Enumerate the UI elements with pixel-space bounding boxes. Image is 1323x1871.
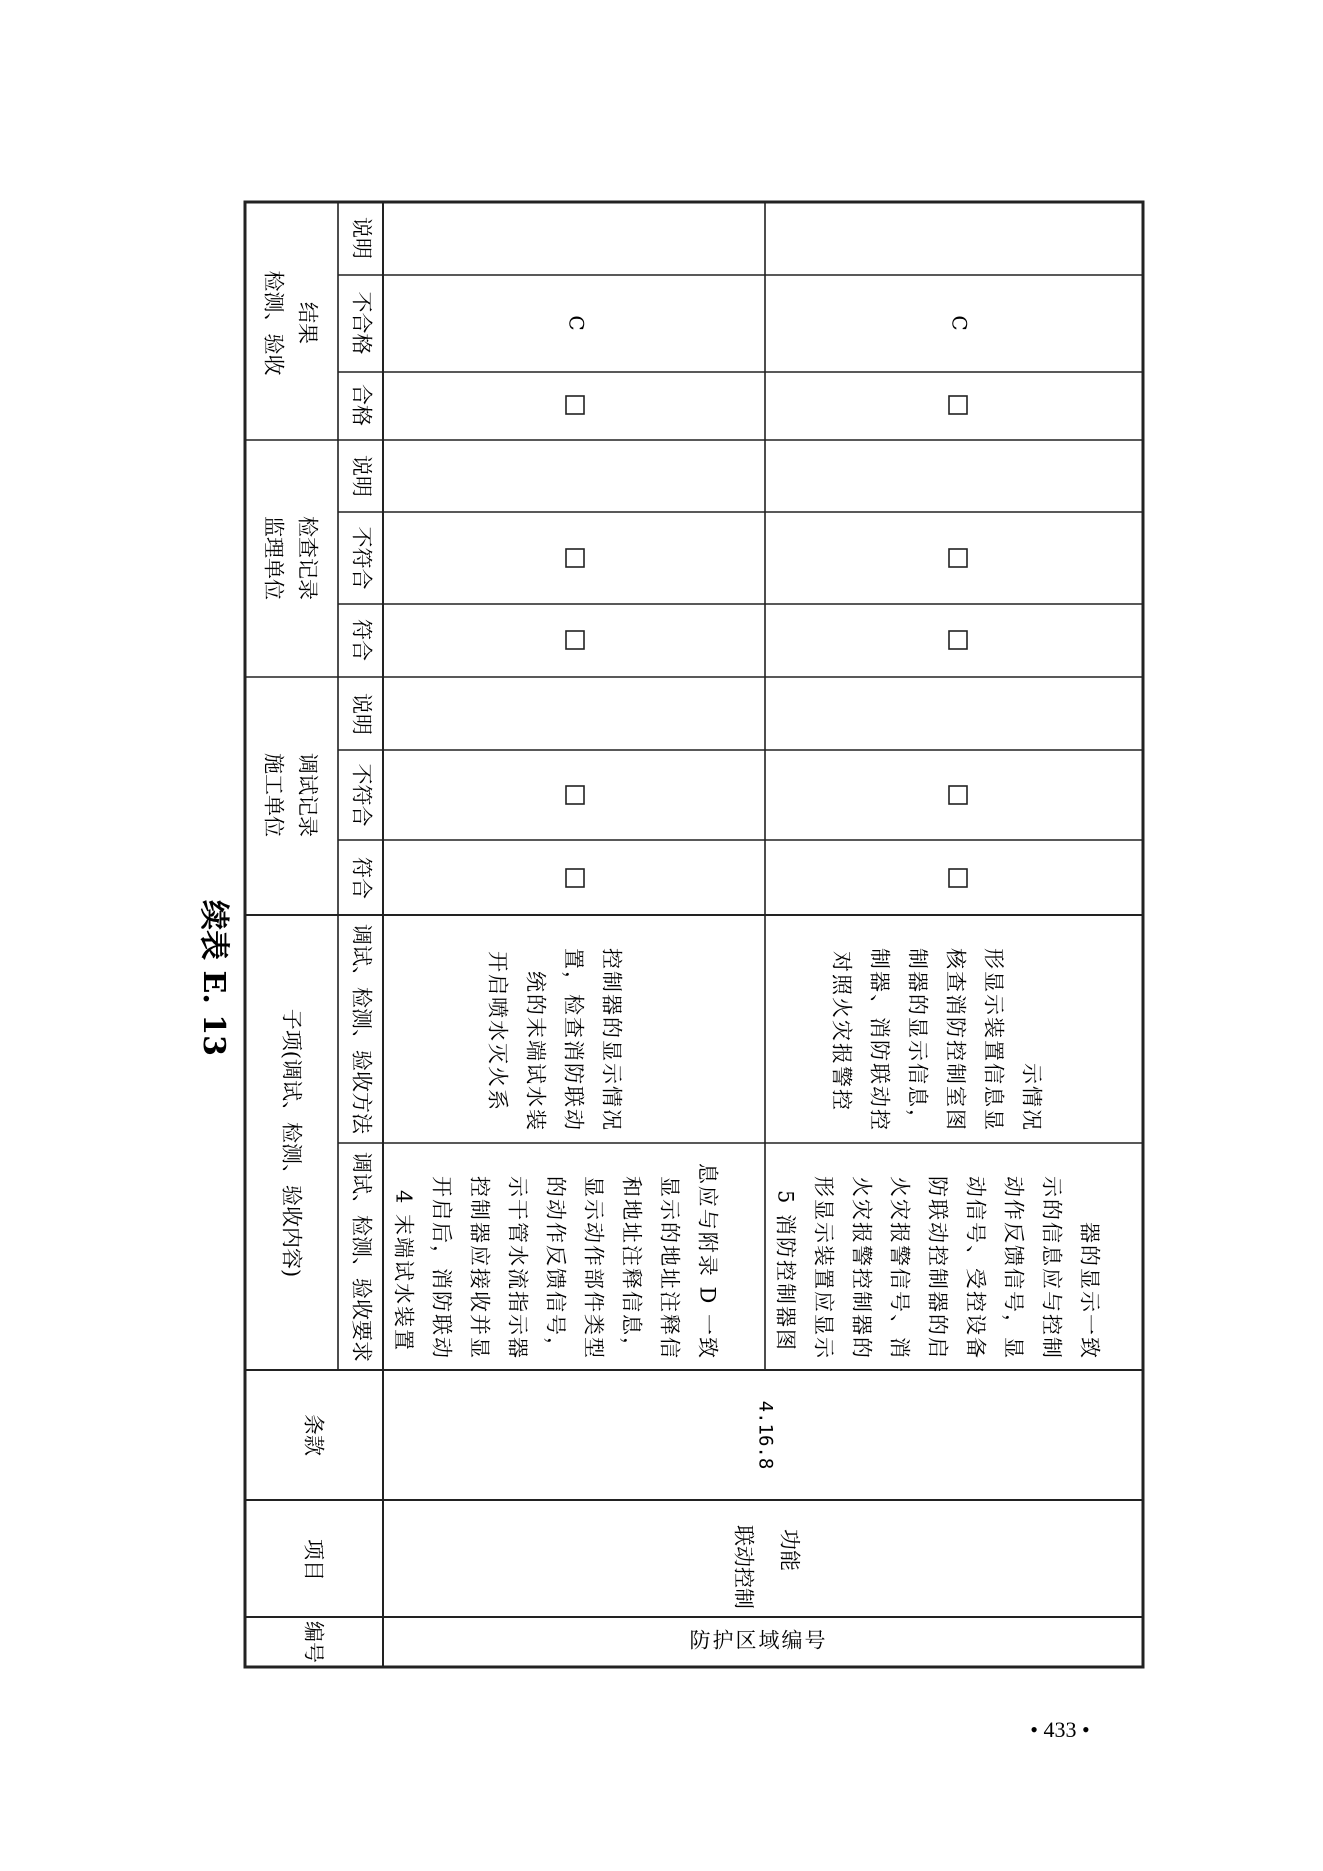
header-sub-method: 调试、检测、验收方法	[349, 924, 374, 1134]
zone-no-char: 域	[758, 1628, 780, 1653]
requirement-line: 控制器应接收并显	[467, 1176, 492, 1360]
zone-no-char: 防	[689, 1628, 711, 1653]
zone-no-char: 区	[735, 1628, 757, 1653]
header-item: 项目	[301, 1539, 326, 1581]
header-construction-notcomply: 不符合	[349, 763, 374, 827]
requirement-line: 示干管水流指示器	[505, 1176, 530, 1360]
requirement-line: 开启后，消防联动	[429, 1176, 454, 1360]
fail-mark: C	[947, 315, 972, 331]
header-supervision-2: 检查记录	[295, 516, 320, 600]
checkbox-icon	[566, 786, 584, 804]
requirement-line: 4 末端试水装置	[391, 1189, 416, 1352]
header-inspection-pass: 合格	[349, 384, 374, 426]
requirement-line: 动信号、受控设备	[963, 1176, 988, 1360]
requirement-line: 显示动作部件类型	[581, 1176, 606, 1360]
clause-value: 4.16.8	[754, 1400, 777, 1470]
checkbox-icon	[949, 396, 967, 414]
fail-mark: C	[564, 315, 589, 331]
checkbox-icon	[949, 786, 967, 804]
body-cells	[392, 315, 1102, 1360]
requirement-line: 息应与附录 D 一致	[695, 1162, 720, 1360]
method-line: 开启喷水灭火系	[485, 951, 510, 1112]
header-inspection-1: 检测、验收	[261, 270, 286, 376]
method-line: 对照火灾报警控	[829, 951, 854, 1112]
method-line: 制器的显示信息，	[905, 948, 930, 1132]
checkbox-icon	[949, 869, 967, 887]
method-line: 示情况	[1019, 1063, 1044, 1132]
header-construction-2: 调试记录	[295, 753, 320, 837]
requirement-line: 器的显示一致	[1077, 1222, 1102, 1360]
requirement-line: 5 消防控制器图	[773, 1189, 798, 1352]
item-label-2: 功能	[777, 1529, 802, 1571]
protection-zone-no	[690, 1629, 826, 1653]
zone-no-char: 编	[781, 1628, 803, 1653]
method-line: 制器、消防联动控	[867, 948, 892, 1132]
checkbox-icon	[566, 631, 584, 649]
checkbox-icon	[566, 396, 584, 414]
requirement-line: 的动作反馈信号，	[543, 1176, 568, 1360]
header-construction-1: 施工单位	[261, 753, 286, 837]
header-supervision-comply: 符合	[349, 619, 374, 661]
requirement-line: 防联动控制器的启	[925, 1176, 950, 1360]
zone-no-char: 号	[804, 1628, 826, 1653]
header-sub-req: 调试、检测、验收要求	[349, 1152, 374, 1362]
page-number: • 433 •	[1030, 1717, 1090, 1743]
header-construction-explain: 说明	[349, 693, 374, 735]
header-clause: 条款	[301, 1414, 326, 1456]
requirement-line: 示的信息应与控制	[1039, 1176, 1064, 1360]
table-title: 续表 E. 13	[196, 900, 231, 1056]
requirement-line: 火灾报警控制器的	[849, 1176, 874, 1360]
requirement-line: 和地址注释信息，	[619, 1176, 644, 1360]
header-supervision-explain: 说明	[349, 455, 374, 497]
requirement-line: 显示的地址注释信	[657, 1176, 682, 1360]
header-no: 编号	[301, 1621, 326, 1663]
body-left	[690, 1401, 826, 1653]
checkbox-icon	[566, 869, 584, 887]
header-sub-group: 子项(调试、检测、验收内容)	[279, 1008, 304, 1278]
requirement-line: 火灾报警信号、消	[887, 1176, 912, 1360]
checkbox-icon	[566, 549, 584, 567]
header-inspection-2: 结果	[295, 302, 320, 344]
table-frame	[245, 202, 1143, 1667]
header-inspection-explain: 说明	[349, 217, 374, 259]
method-line: 形显示装置信息显	[981, 948, 1006, 1132]
zone-no-char: 护	[712, 1628, 734, 1653]
item-label-1: 联动控制	[731, 1525, 756, 1609]
table-header	[262, 217, 374, 1663]
requirement-line: 形显示装置应显示	[811, 1176, 836, 1360]
header-construction-comply: 符合	[349, 857, 374, 899]
method-line: 置，检查消防联动	[561, 948, 586, 1132]
requirement-line: 动作反馈信号，显	[1001, 1176, 1026, 1360]
header-supervision-1: 监理单位	[261, 516, 286, 600]
header-inspection-fail: 不合格	[349, 291, 374, 355]
method-line: 统的末端试水装	[523, 971, 548, 1132]
checkbox-icon	[949, 549, 967, 567]
method-line: 核查消防控制室图	[943, 948, 968, 1132]
checkbox-icon	[949, 631, 967, 649]
header-supervision-notcomply: 不符合	[349, 526, 374, 590]
method-line: 控制器的显示情况	[599, 948, 624, 1132]
